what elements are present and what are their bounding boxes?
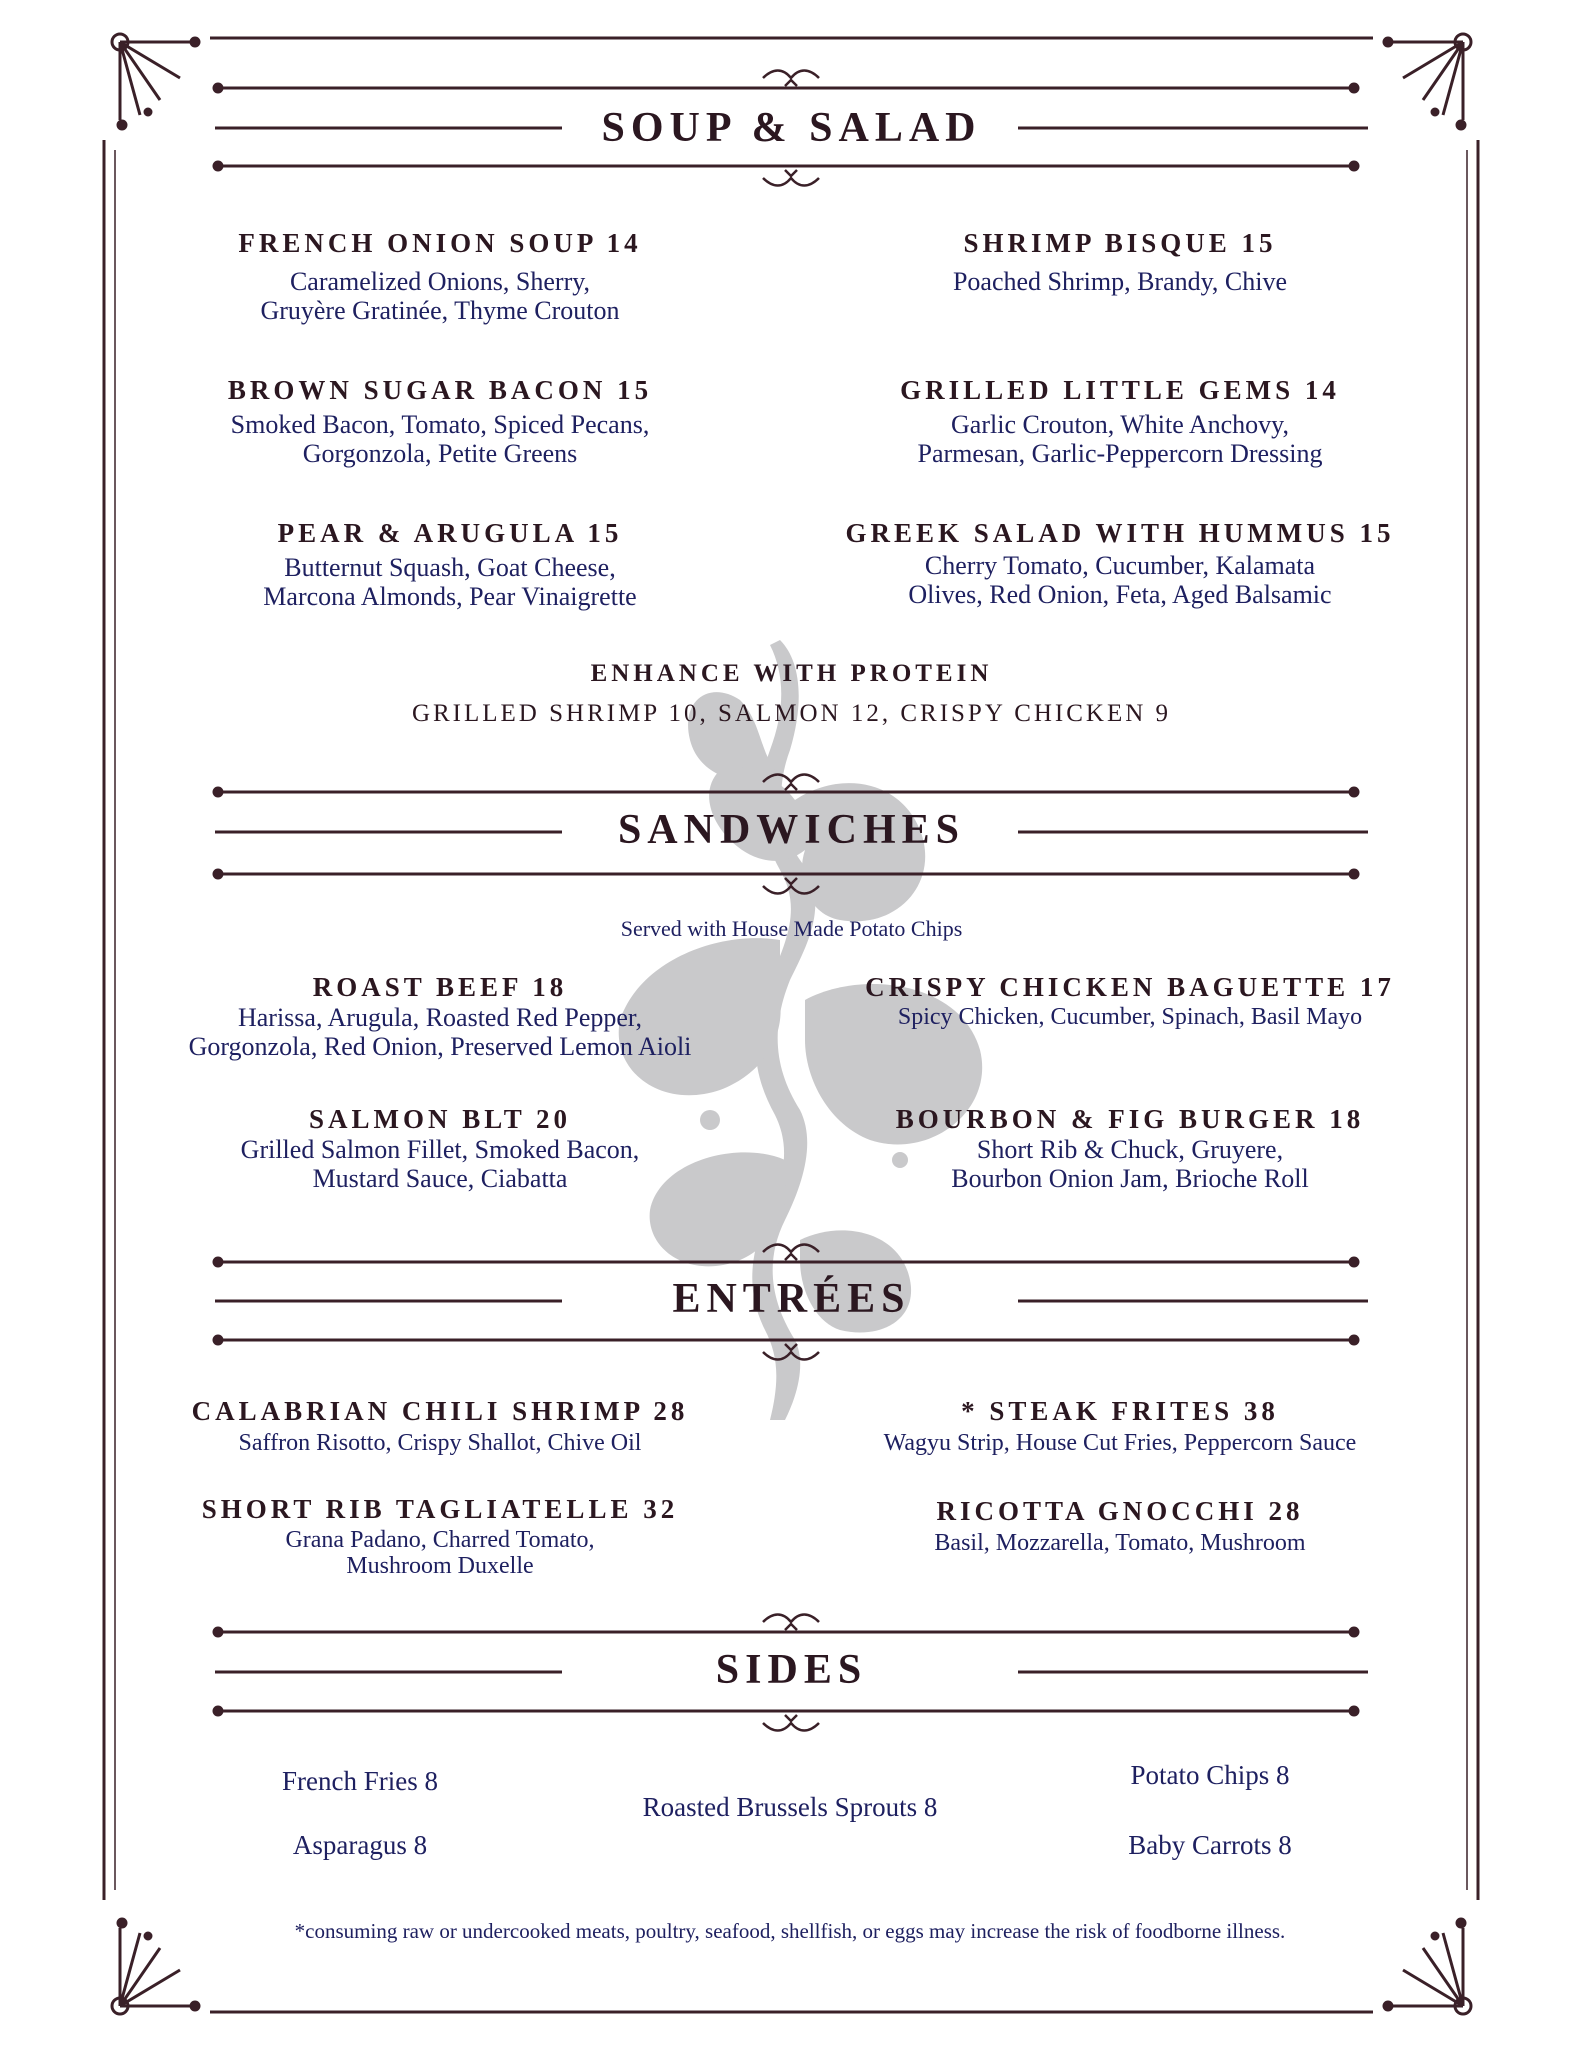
item-description: [180, 1135, 700, 1193]
item-title: GREEK SALAD WITH HUMMUS 15: [845, 518, 1395, 548]
item-title: CRISPY CHICKEN BAGUETTE 17: [865, 972, 1395, 1002]
scroll-flourish-icon: [763, 1615, 819, 1623]
desc-line: Smoked Bacon, Tomato, Spiced Pecans,: [230, 410, 650, 439]
desc-line: Mushroom Duxelle: [346, 1553, 534, 1579]
side-item: Potato Chips 8: [1130, 1760, 1290, 1790]
item-title: FRENCH ONION SOUP 14: [238, 228, 642, 258]
menu-item-steak-frites: [810, 1396, 1430, 1458]
menu-item-short-rib-tagliatelle: [170, 1494, 710, 1579]
menu-item-salmon-blt: [180, 1104, 700, 1193]
item-title: BOURBON & FIG BURGER 18: [895, 1104, 1365, 1134]
menu-item-bourbon-fig-burger: [860, 1104, 1400, 1193]
scroll-flourish-icon: [763, 1352, 819, 1360]
menu-item-greek-salad: [800, 518, 1440, 609]
desc-line: Parmesan, Garlic-Peppercorn Dressing: [917, 439, 1323, 468]
item-description: [860, 1135, 1400, 1193]
menu-item-crispy-chicken-baguette: [830, 972, 1430, 1032]
item-description: [120, 1003, 760, 1061]
section-heading-sandwiches: SANDWICHES: [617, 807, 966, 853]
side-item: French Fries 8: [282, 1766, 438, 1796]
menu-item-roast-beef: [120, 972, 760, 1061]
item-description: [170, 410, 710, 468]
sandwiches-note: Served with House Made Potato Chips: [620, 916, 963, 941]
item-description: [850, 267, 1390, 296]
section-heading-sides: SIDES: [715, 1647, 868, 1693]
item-title: SHORT RIB TAGLIATELLE 32: [201, 1494, 679, 1524]
scroll-flourish-icon: [763, 178, 819, 186]
desc-line: Gruyère Gratinée, Thyme Crouton: [260, 296, 620, 325]
scroll-flourish-icon: [763, 1723, 819, 1731]
item-title: SALMON BLT 20: [308, 1104, 572, 1134]
item-title: CALABRIAN CHILI SHRIMP 28: [191, 1396, 689, 1426]
desc-line: Garlic Crouton, White Anchovy,: [951, 410, 1289, 439]
menu-item-pear-arugula: [190, 518, 710, 611]
menu-item-brown-sugar-bacon: [170, 375, 710, 468]
item-description: [190, 267, 690, 325]
desc-line: Poached Shrimp, Brandy, Chive: [952, 267, 1288, 296]
side-item: Roasted Brussels Sprouts 8: [642, 1792, 938, 1822]
scroll-flourish-icon: [763, 71, 819, 79]
desc-line: Bourbon Onion Jam, Brioche Roll: [951, 1164, 1309, 1193]
desc-line: Grana Padano, Charred Tomato,: [285, 1527, 595, 1553]
item-title: BROWN SUGAR BACON 15: [227, 375, 653, 405]
protein-options: GRILLED SHRIMP 10, SALMON 12, CRISPY CHICKEN 9: [411, 700, 1172, 727]
item-title: ROAST BEEF 18: [312, 972, 568, 1002]
item-description: [830, 1003, 1430, 1032]
item-title: PEAR & ARUGULA 15: [277, 518, 623, 548]
scroll-flourish-icon: [763, 886, 819, 894]
desc-line: Caramelized Onions, Sherry,: [289, 267, 591, 296]
item-title: * STEAK FRITES 38: [961, 1396, 1279, 1426]
desc-line: Cherry Tomato, Cucumber, Kalamata: [924, 551, 1316, 580]
desc-line: Grilled Salmon Fillet, Smoked Bacon,: [240, 1135, 640, 1164]
menu-item-french-onion-soup: [190, 228, 690, 325]
raw-food-disclaimer: *consuming raw or undercooked meats, poultry, seafood, shellfish, or eggs may increase the risk of foodborne illness.: [294, 1919, 1286, 1943]
item-description: [150, 1429, 730, 1458]
item-description: [190, 553, 710, 611]
desc-line: Marcona Almonds, Pear Vinaigrette: [263, 582, 637, 611]
scroll-flourish-icon: [763, 775, 819, 783]
item-title: RICOTTA GNOCCHI 28: [936, 1496, 1304, 1526]
desc-line: Harissa, Arugula, Roasted Red Pepper,: [237, 1003, 643, 1032]
desc-line: Saffron Risotto, Crispy Shallot, Chive Oil: [238, 1430, 642, 1456]
desc-line: Mustard Sauce, Ciabatta: [312, 1164, 568, 1193]
desc-line: Olives, Red Onion, Feta, Aged Balsamic: [908, 580, 1332, 609]
desc-line: Wagyu Strip, House Cut Fries, Peppercorn Sauce: [883, 1430, 1357, 1456]
desc-line: Basil, Mozzarella, Tomato, Mushroom: [934, 1530, 1306, 1556]
item-description: [810, 1429, 1430, 1458]
item-description: [800, 551, 1440, 609]
desc-line: Gorgonzola, Petite Greens: [302, 439, 578, 468]
desc-line: Short Rib & Chuck, Gruyere,: [976, 1135, 1284, 1164]
side-item: Baby Carrots 8: [1128, 1830, 1292, 1860]
section-heading-entrees: ENTRÉES: [672, 1276, 911, 1322]
menu-item-calabrian-chili-shrimp: [150, 1396, 730, 1458]
side-item: Asparagus 8: [292, 1830, 428, 1860]
item-title: GRILLED LITTLE GEMS 14: [900, 375, 1340, 405]
item-description: [830, 410, 1410, 468]
desc-line: Spicy Chicken, Cucumber, Spinach, Basil Mayo: [897, 1004, 1363, 1030]
section-heading-soup-salad: SOUP & SALAD: [601, 105, 982, 151]
menu-item-grilled-little-gems: [830, 375, 1410, 468]
protein-heading: ENHANCE WITH PROTEIN: [590, 660, 993, 687]
item-description: [850, 1529, 1390, 1558]
desc-line: Gorgonzola, Red Onion, Preserved Lemon Aioli: [188, 1032, 692, 1061]
menu-item-ricotta-gnocchi: [850, 1496, 1390, 1558]
scroll-flourish-icon: [763, 1245, 819, 1253]
item-description: [170, 1527, 710, 1579]
desc-line: Butternut Squash, Goat Cheese,: [284, 553, 616, 582]
item-title: SHRIMP BISQUE 15: [963, 228, 1277, 258]
menu-item-shrimp-bisque: [850, 228, 1390, 296]
